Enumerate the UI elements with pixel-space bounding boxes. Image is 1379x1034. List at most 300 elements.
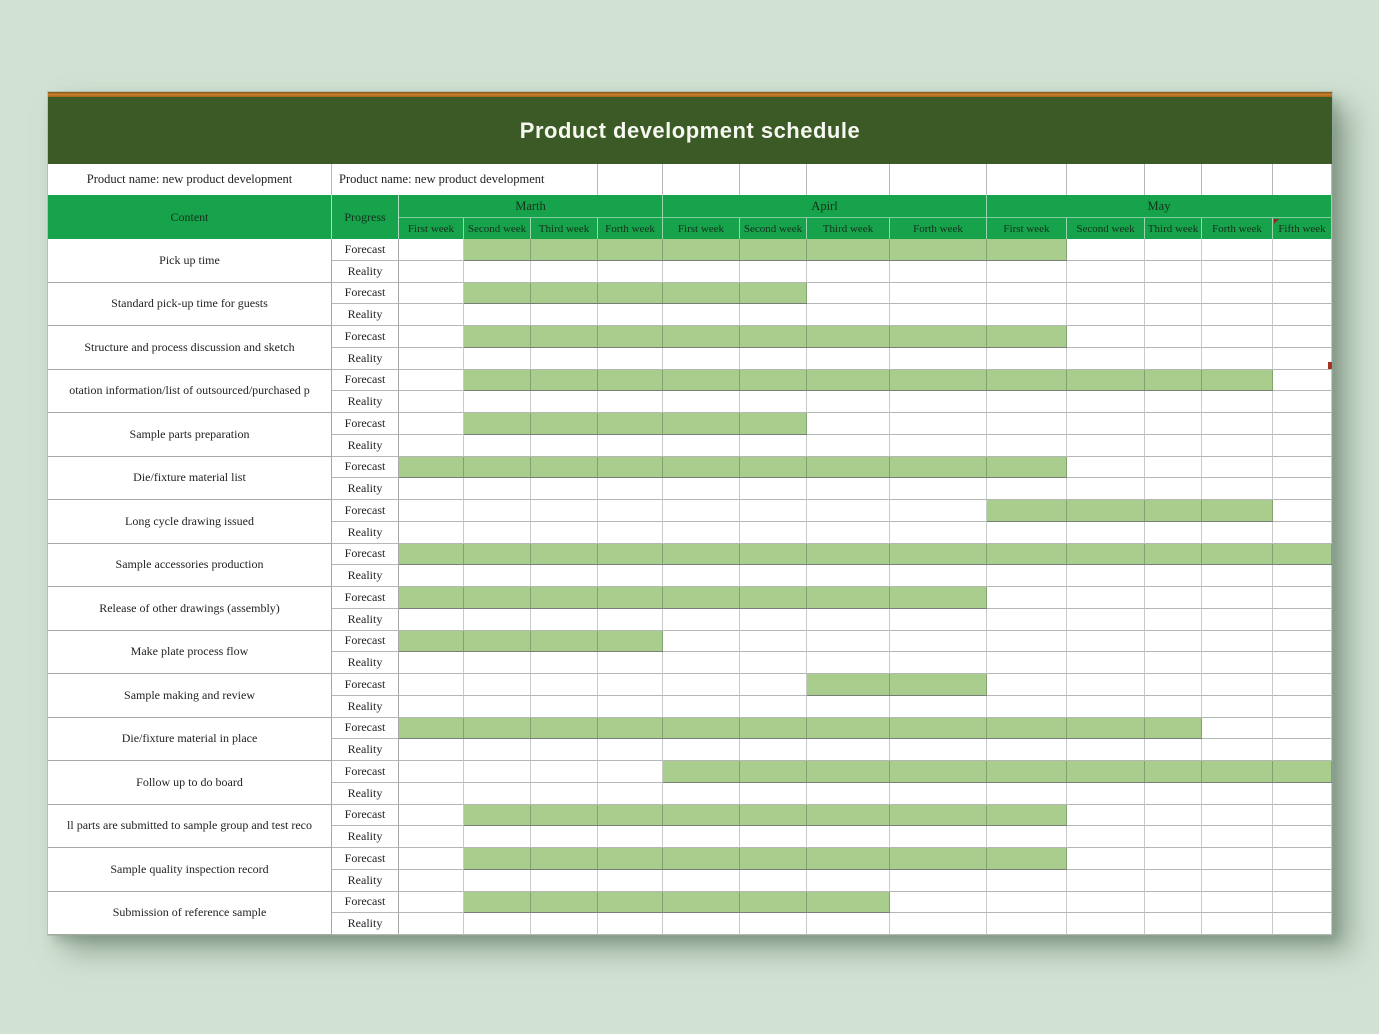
- week-cell[interactable]: [531, 522, 598, 544]
- week-cell[interactable]: [1273, 783, 1332, 805]
- week-cell[interactable]: [399, 674, 464, 696]
- week-cell[interactable]: [1067, 391, 1145, 413]
- week-cell[interactable]: [1202, 696, 1273, 718]
- week-cell[interactable]: [987, 435, 1067, 457]
- week-cell[interactable]: [531, 391, 598, 413]
- week-cell[interactable]: [399, 478, 464, 500]
- week-cell[interactable]: [663, 391, 740, 413]
- month-header-may[interactable]: May: [987, 195, 1332, 218]
- week-cell[interactable]: [740, 391, 807, 413]
- week-cell[interactable]: [1273, 565, 1332, 587]
- week-cell[interactable]: [807, 652, 890, 674]
- week-cell[interactable]: [531, 674, 598, 696]
- week-cell[interactable]: [1067, 913, 1145, 935]
- week-cell[interactable]: [807, 348, 890, 370]
- week-cell[interactable]: [807, 435, 890, 457]
- week-header-cell[interactable]: Fifth week: [1273, 218, 1332, 239]
- week-cell[interactable]: [464, 565, 531, 587]
- week-cell[interactable]: [807, 391, 890, 413]
- week-cell[interactable]: [598, 500, 663, 522]
- forecast-label-cell[interactable]: Forecast: [332, 761, 399, 783]
- week-cell[interactable]: [1202, 239, 1273, 261]
- week-cell[interactable]: [531, 348, 598, 370]
- week-cell[interactable]: [399, 913, 464, 935]
- week-cell[interactable]: [987, 783, 1067, 805]
- week-cell[interactable]: [531, 609, 598, 631]
- week-cell[interactable]: [1145, 522, 1202, 544]
- week-cell[interactable]: [807, 304, 890, 326]
- week-cell[interactable]: [663, 913, 740, 935]
- week-cell[interactable]: [1202, 522, 1273, 544]
- week-cell[interactable]: [663, 631, 740, 653]
- week-cell[interactable]: [531, 500, 598, 522]
- week-cell[interactable]: [987, 826, 1067, 848]
- forecast-bar[interactable]: [663, 761, 1332, 783]
- week-cell[interactable]: [399, 892, 464, 914]
- week-cell[interactable]: [663, 500, 740, 522]
- week-cell[interactable]: [987, 522, 1067, 544]
- week-header-cell[interactable]: First week: [987, 218, 1067, 239]
- forecast-label-cell[interactable]: Forecast: [332, 283, 399, 305]
- week-cell[interactable]: [1273, 826, 1332, 848]
- week-cell[interactable]: [1067, 609, 1145, 631]
- week-cell[interactable]: [1067, 348, 1145, 370]
- week-cell[interactable]: [598, 826, 663, 848]
- week-cell[interactable]: [890, 283, 987, 305]
- week-cell[interactable]: [663, 304, 740, 326]
- week-cell[interactable]: [1202, 739, 1273, 761]
- week-cell[interactable]: [1273, 261, 1332, 283]
- week-cell[interactable]: [399, 370, 464, 392]
- week-cell[interactable]: [399, 761, 464, 783]
- week-cell[interactable]: [531, 739, 598, 761]
- reality-label-cell[interactable]: Reality: [332, 435, 399, 457]
- task-name-cell[interactable]: Die/fixture material list: [48, 457, 332, 501]
- product-row-empty-cell[interactable]: [890, 164, 987, 195]
- week-cell[interactable]: [1202, 457, 1273, 479]
- forecast-bar[interactable]: [464, 805, 1067, 827]
- week-cell[interactable]: [1067, 674, 1145, 696]
- week-cell[interactable]: [1202, 609, 1273, 631]
- week-cell[interactable]: [464, 870, 531, 892]
- forecast-bar[interactable]: [807, 674, 987, 696]
- week-cell[interactable]: [464, 609, 531, 631]
- week-cell[interactable]: [1273, 500, 1332, 522]
- week-cell[interactable]: [464, 783, 531, 805]
- week-cell[interactable]: [987, 283, 1067, 305]
- week-cell[interactable]: [598, 609, 663, 631]
- week-cell[interactable]: [740, 870, 807, 892]
- week-cell[interactable]: [1067, 739, 1145, 761]
- week-cell[interactable]: [740, 609, 807, 631]
- task-name-cell[interactable]: ll parts are submitted to sample group and test reco: [48, 805, 332, 849]
- forecast-label-cell[interactable]: Forecast: [332, 239, 399, 261]
- week-header-cell[interactable]: Forth week: [598, 218, 663, 239]
- week-cell[interactable]: [740, 500, 807, 522]
- product-row-empty-cell[interactable]: [1273, 164, 1332, 195]
- week-cell[interactable]: [1145, 478, 1202, 500]
- week-cell[interactable]: [531, 696, 598, 718]
- week-cell[interactable]: [890, 609, 987, 631]
- week-cell[interactable]: [807, 413, 890, 435]
- week-cell[interactable]: [1067, 413, 1145, 435]
- week-cell[interactable]: [464, 304, 531, 326]
- week-cell[interactable]: [1067, 631, 1145, 653]
- week-cell[interactable]: [1273, 391, 1332, 413]
- reality-label-cell[interactable]: Reality: [332, 913, 399, 935]
- week-cell[interactable]: [890, 913, 987, 935]
- week-cell[interactable]: [399, 348, 464, 370]
- week-cell[interactable]: [987, 478, 1067, 500]
- week-cell[interactable]: [1202, 391, 1273, 413]
- week-cell[interactable]: [890, 826, 987, 848]
- week-cell[interactable]: [807, 696, 890, 718]
- week-cell[interactable]: [807, 609, 890, 631]
- week-cell[interactable]: [399, 826, 464, 848]
- week-cell[interactable]: [890, 892, 987, 914]
- week-cell[interactable]: [1067, 892, 1145, 914]
- week-cell[interactable]: [598, 391, 663, 413]
- week-cell[interactable]: [1067, 457, 1145, 479]
- forecast-label-cell[interactable]: Forecast: [332, 892, 399, 914]
- week-cell[interactable]: [890, 500, 987, 522]
- week-header-cell[interactable]: Second week: [1067, 218, 1145, 239]
- week-cell[interactable]: [1067, 239, 1145, 261]
- week-cell[interactable]: [399, 304, 464, 326]
- week-cell[interactable]: [740, 304, 807, 326]
- week-cell[interactable]: [1067, 478, 1145, 500]
- week-cell[interactable]: [740, 435, 807, 457]
- week-cell[interactable]: [1202, 326, 1273, 348]
- week-cell[interactable]: [464, 478, 531, 500]
- week-cell[interactable]: [531, 870, 598, 892]
- week-cell[interactable]: [740, 739, 807, 761]
- forecast-label-cell[interactable]: Forecast: [332, 413, 399, 435]
- week-cell[interactable]: [464, 674, 531, 696]
- week-cell[interactable]: [987, 892, 1067, 914]
- week-cell[interactable]: [890, 348, 987, 370]
- week-cell[interactable]: [598, 913, 663, 935]
- week-cell[interactable]: [1067, 304, 1145, 326]
- week-cell[interactable]: [464, 261, 531, 283]
- week-cell[interactable]: [1273, 805, 1332, 827]
- reality-label-cell[interactable]: Reality: [332, 261, 399, 283]
- week-cell[interactable]: [1067, 805, 1145, 827]
- week-cell[interactable]: [1067, 565, 1145, 587]
- week-cell[interactable]: [399, 848, 464, 870]
- reality-label-cell[interactable]: Reality: [332, 304, 399, 326]
- week-cell[interactable]: [531, 435, 598, 457]
- week-cell[interactable]: [1067, 848, 1145, 870]
- week-cell[interactable]: [464, 696, 531, 718]
- week-cell[interactable]: [890, 435, 987, 457]
- forecast-bar[interactable]: [464, 848, 1067, 870]
- task-name-cell[interactable]: Long cycle drawing issued: [48, 500, 332, 544]
- reality-label-cell[interactable]: Reality: [332, 609, 399, 631]
- week-cell[interactable]: [890, 565, 987, 587]
- week-cell[interactable]: [987, 674, 1067, 696]
- product-row-empty-cell[interactable]: [1067, 164, 1145, 195]
- week-cell[interactable]: [1145, 326, 1202, 348]
- week-cell[interactable]: [464, 348, 531, 370]
- forecast-label-cell[interactable]: Forecast: [332, 718, 399, 740]
- week-cell[interactable]: [399, 522, 464, 544]
- task-name-cell[interactable]: Submission of reference sample: [48, 892, 332, 936]
- forecast-label-cell[interactable]: Forecast: [332, 674, 399, 696]
- week-cell[interactable]: [740, 478, 807, 500]
- week-cell[interactable]: [1202, 413, 1273, 435]
- week-cell[interactable]: [890, 261, 987, 283]
- forecast-bar[interactable]: [464, 283, 807, 305]
- week-cell[interactable]: [1273, 870, 1332, 892]
- week-cell[interactable]: [399, 609, 464, 631]
- week-cell[interactable]: [1145, 870, 1202, 892]
- task-name-cell[interactable]: Release of other drawings (assembly): [48, 587, 332, 631]
- content-header-cell[interactable]: Content: [48, 195, 332, 239]
- week-cell[interactable]: [531, 261, 598, 283]
- week-cell[interactable]: [1273, 913, 1332, 935]
- week-cell[interactable]: [740, 674, 807, 696]
- week-cell[interactable]: [740, 261, 807, 283]
- week-cell[interactable]: [598, 739, 663, 761]
- week-cell[interactable]: [531, 913, 598, 935]
- week-cell[interactable]: [1273, 652, 1332, 674]
- week-cell[interactable]: [1067, 826, 1145, 848]
- week-cell[interactable]: [1202, 848, 1273, 870]
- week-cell[interactable]: [1202, 478, 1273, 500]
- product-row-empty-cell[interactable]: [740, 164, 807, 195]
- week-cell[interactable]: [598, 304, 663, 326]
- week-cell[interactable]: [598, 261, 663, 283]
- week-cell[interactable]: [807, 522, 890, 544]
- week-cell[interactable]: [464, 500, 531, 522]
- week-header-cell[interactable]: Third week: [807, 218, 890, 239]
- forecast-label-cell[interactable]: Forecast: [332, 587, 399, 609]
- week-cell[interactable]: [1145, 283, 1202, 305]
- week-cell[interactable]: [531, 565, 598, 587]
- week-cell[interactable]: [598, 565, 663, 587]
- week-cell[interactable]: [1273, 348, 1332, 370]
- week-cell[interactable]: [464, 652, 531, 674]
- week-cell[interactable]: [663, 783, 740, 805]
- week-cell[interactable]: [1145, 631, 1202, 653]
- task-name-cell[interactable]: Sample quality inspection record: [48, 848, 332, 892]
- week-cell[interactable]: [807, 631, 890, 653]
- week-cell[interactable]: [740, 696, 807, 718]
- week-cell[interactable]: [740, 565, 807, 587]
- week-cell[interactable]: [1067, 870, 1145, 892]
- forecast-bar[interactable]: [399, 718, 1202, 740]
- week-cell[interactable]: [663, 652, 740, 674]
- week-cell[interactable]: [1273, 739, 1332, 761]
- week-cell[interactable]: [1273, 239, 1332, 261]
- week-cell[interactable]: [1202, 826, 1273, 848]
- week-cell[interactable]: [1273, 478, 1332, 500]
- week-cell[interactable]: [399, 739, 464, 761]
- week-cell[interactable]: [399, 435, 464, 457]
- week-cell[interactable]: [1273, 435, 1332, 457]
- week-cell[interactable]: [663, 674, 740, 696]
- week-cell[interactable]: [1202, 805, 1273, 827]
- week-cell[interactable]: [987, 870, 1067, 892]
- task-name-cell[interactable]: Die/fixture material in place: [48, 718, 332, 762]
- week-cell[interactable]: [1273, 609, 1332, 631]
- week-cell[interactable]: [987, 587, 1067, 609]
- week-cell[interactable]: [1145, 783, 1202, 805]
- week-cell[interactable]: [1145, 652, 1202, 674]
- week-cell[interactable]: [1202, 652, 1273, 674]
- week-cell[interactable]: [1202, 587, 1273, 609]
- forecast-label-cell[interactable]: Forecast: [332, 370, 399, 392]
- week-cell[interactable]: [1067, 435, 1145, 457]
- week-cell[interactable]: [890, 739, 987, 761]
- week-cell[interactable]: [1145, 435, 1202, 457]
- week-cell[interactable]: [890, 478, 987, 500]
- forecast-bar[interactable]: [464, 892, 890, 914]
- week-cell[interactable]: [807, 870, 890, 892]
- task-name-cell[interactable]: Structure and process discussion and sketch: [48, 326, 332, 370]
- week-cell[interactable]: [1067, 783, 1145, 805]
- week-cell[interactable]: [531, 478, 598, 500]
- week-cell[interactable]: [1067, 522, 1145, 544]
- week-cell[interactable]: [1067, 261, 1145, 283]
- task-name-cell[interactable]: Make plate process flow: [48, 631, 332, 675]
- week-cell[interactable]: [807, 739, 890, 761]
- week-cell[interactable]: [1145, 609, 1202, 631]
- week-cell[interactable]: [987, 652, 1067, 674]
- week-cell[interactable]: [1273, 718, 1332, 740]
- product-row-empty-cell[interactable]: [598, 164, 663, 195]
- week-cell[interactable]: [399, 413, 464, 435]
- week-cell[interactable]: [987, 739, 1067, 761]
- week-cell[interactable]: [1273, 696, 1332, 718]
- week-cell[interactable]: [464, 826, 531, 848]
- week-cell[interactable]: [1145, 239, 1202, 261]
- week-cell[interactable]: [740, 631, 807, 653]
- week-cell[interactable]: [987, 696, 1067, 718]
- forecast-bar[interactable]: [464, 326, 1067, 348]
- week-cell[interactable]: [399, 326, 464, 348]
- week-cell[interactable]: [987, 913, 1067, 935]
- week-cell[interactable]: [1145, 565, 1202, 587]
- week-cell[interactable]: [1202, 870, 1273, 892]
- forecast-label-cell[interactable]: Forecast: [332, 326, 399, 348]
- week-cell[interactable]: [531, 652, 598, 674]
- week-header-cell[interactable]: Second week: [464, 218, 531, 239]
- week-cell[interactable]: [807, 826, 890, 848]
- reality-label-cell[interactable]: Reality: [332, 478, 399, 500]
- week-cell[interactable]: [987, 631, 1067, 653]
- week-cell[interactable]: [987, 413, 1067, 435]
- week-cell[interactable]: [1273, 522, 1332, 544]
- week-cell[interactable]: [598, 652, 663, 674]
- week-cell[interactable]: [1273, 631, 1332, 653]
- week-cell[interactable]: [807, 261, 890, 283]
- week-header-cell[interactable]: Second week: [740, 218, 807, 239]
- week-cell[interactable]: [1145, 413, 1202, 435]
- week-cell[interactable]: [1202, 674, 1273, 696]
- week-cell[interactable]: [663, 478, 740, 500]
- forecast-label-cell[interactable]: Forecast: [332, 848, 399, 870]
- week-cell[interactable]: [807, 565, 890, 587]
- week-cell[interactable]: [1202, 261, 1273, 283]
- task-name-cell[interactable]: Sample accessories production: [48, 544, 332, 588]
- forecast-label-cell[interactable]: Forecast: [332, 500, 399, 522]
- forecast-bar[interactable]: [464, 370, 1273, 392]
- product-name-cell-right[interactable]: Product name: new product development: [332, 164, 598, 195]
- forecast-bar[interactable]: [399, 457, 1067, 479]
- week-cell[interactable]: [663, 609, 740, 631]
- week-cell[interactable]: [598, 783, 663, 805]
- week-cell[interactable]: [1273, 457, 1332, 479]
- week-cell[interactable]: [987, 348, 1067, 370]
- week-cell[interactable]: [890, 696, 987, 718]
- week-cell[interactable]: [598, 478, 663, 500]
- week-cell[interactable]: [598, 674, 663, 696]
- week-cell[interactable]: [663, 870, 740, 892]
- week-cell[interactable]: [1202, 718, 1273, 740]
- product-row-empty-cell[interactable]: [1202, 164, 1273, 195]
- task-name-cell[interactable]: Pick up time: [48, 239, 332, 283]
- week-cell[interactable]: [1273, 848, 1332, 870]
- week-cell[interactable]: [807, 478, 890, 500]
- week-cell[interactable]: [399, 805, 464, 827]
- week-cell[interactable]: [1273, 326, 1332, 348]
- task-name-cell[interactable]: Follow up to do board: [48, 761, 332, 805]
- forecast-bar[interactable]: [399, 544, 1332, 566]
- week-cell[interactable]: [598, 696, 663, 718]
- week-cell[interactable]: [1145, 805, 1202, 827]
- week-cell[interactable]: [987, 609, 1067, 631]
- forecast-bar[interactable]: [987, 500, 1273, 522]
- task-name-cell[interactable]: Sample making and review: [48, 674, 332, 718]
- week-cell[interactable]: [1145, 913, 1202, 935]
- week-cell[interactable]: [807, 913, 890, 935]
- week-cell[interactable]: [1145, 391, 1202, 413]
- reality-label-cell[interactable]: Reality: [332, 391, 399, 413]
- week-cell[interactable]: [531, 783, 598, 805]
- week-cell[interactable]: [1145, 696, 1202, 718]
- week-cell[interactable]: [1273, 283, 1332, 305]
- week-cell[interactable]: [663, 696, 740, 718]
- product-row-empty-cell[interactable]: [987, 164, 1067, 195]
- task-name-cell[interactable]: Standard pick-up time for guests: [48, 283, 332, 327]
- reality-label-cell[interactable]: Reality: [332, 565, 399, 587]
- week-cell[interactable]: [399, 652, 464, 674]
- reality-label-cell[interactable]: Reality: [332, 739, 399, 761]
- product-row-empty-cell[interactable]: [807, 164, 890, 195]
- week-cell[interactable]: [1273, 304, 1332, 326]
- forecast-label-cell[interactable]: Forecast: [332, 544, 399, 566]
- week-cell[interactable]: [807, 783, 890, 805]
- week-cell[interactable]: [890, 391, 987, 413]
- forecast-bar[interactable]: [464, 239, 1067, 261]
- week-header-cell[interactable]: Third week: [1145, 218, 1202, 239]
- week-cell[interactable]: [890, 304, 987, 326]
- forecast-label-cell[interactable]: Forecast: [332, 457, 399, 479]
- week-cell[interactable]: [1202, 283, 1273, 305]
- week-cell[interactable]: [531, 304, 598, 326]
- week-cell[interactable]: [531, 826, 598, 848]
- week-cell[interactable]: [1202, 913, 1273, 935]
- week-cell[interactable]: [1145, 674, 1202, 696]
- reality-label-cell[interactable]: Reality: [332, 348, 399, 370]
- product-row-empty-cell[interactable]: [663, 164, 740, 195]
- week-cell[interactable]: [464, 739, 531, 761]
- week-cell[interactable]: [1067, 587, 1145, 609]
- week-cell[interactable]: [1145, 739, 1202, 761]
- week-cell[interactable]: [1145, 261, 1202, 283]
